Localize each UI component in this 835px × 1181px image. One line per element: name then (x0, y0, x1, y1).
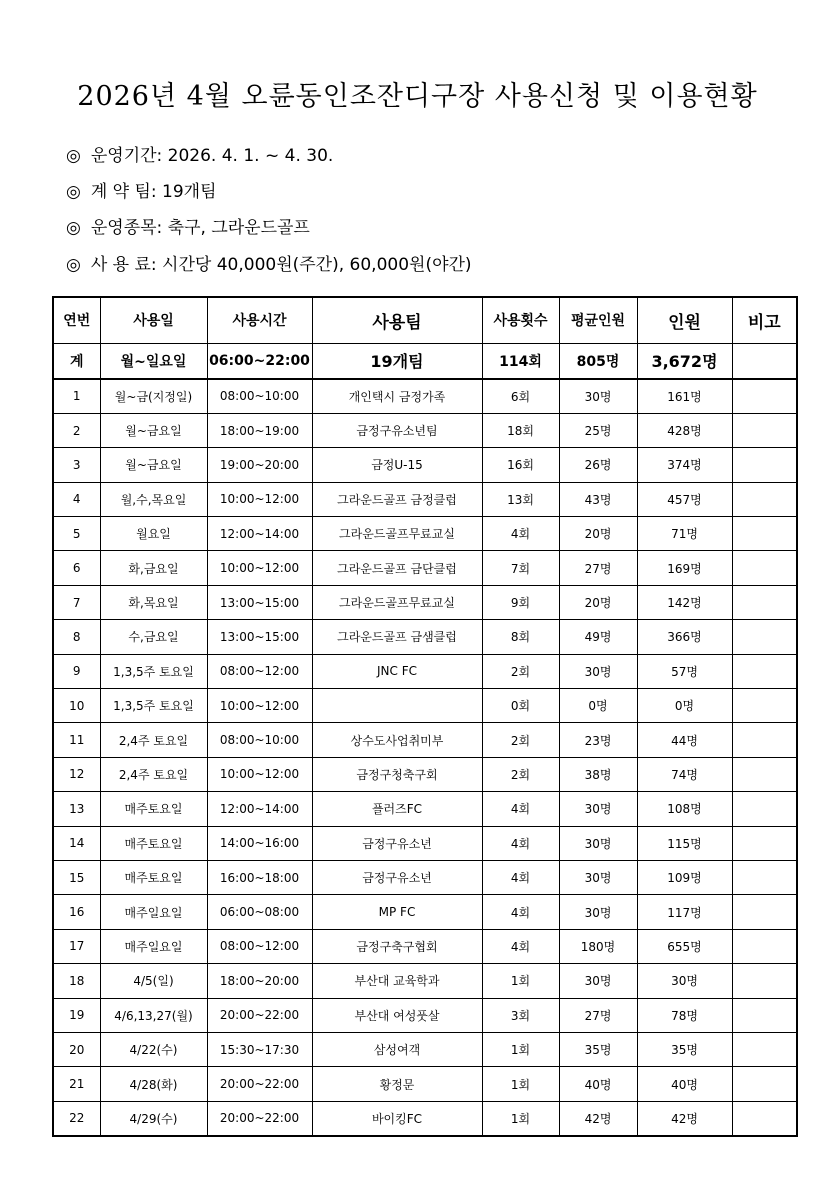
table-row (53, 1101, 797, 1135)
table-cell: 9 (53, 654, 100, 688)
table-cell: 금정구유소년 (312, 860, 482, 894)
table-cell: 그라운드골프 금단클럽 (312, 551, 482, 585)
table-cell: 6 (53, 551, 100, 585)
table-cell: 금정구유소년 (312, 826, 482, 860)
table-cell: 366명 (637, 620, 732, 654)
table-cell: 4 (53, 482, 100, 516)
table-cell: 월~금요일 (100, 448, 207, 482)
table-cell: 4회 (482, 860, 559, 894)
teams-text: 계 약 팀: 19개팀 (90, 182, 217, 202)
table-row (53, 964, 797, 998)
table-cell: 4회 (482, 792, 559, 826)
table-cell: 4회 (482, 826, 559, 860)
table-cell: 4/6,13,27(월) (100, 998, 207, 1032)
table-row (53, 998, 797, 1032)
header-cell: 비고 (732, 297, 797, 343)
usage-table (52, 296, 798, 1137)
table-cell: 1 (53, 379, 100, 413)
table-cell: 12:00~14:00 (207, 517, 312, 551)
table-cell: 27명 (559, 998, 637, 1032)
info-period (66, 141, 333, 166)
table-cell: 금정구축구협회 (312, 929, 482, 963)
table-cell: 8 (53, 620, 100, 654)
header-cell: 사용시간 (207, 297, 312, 343)
table-cell: 161명 (637, 379, 732, 413)
table-cell: 08:00~10:00 (207, 723, 312, 757)
table-cell (732, 379, 797, 413)
header-cell: 사용팀 (312, 297, 482, 343)
table-row (53, 826, 797, 860)
info-fee (66, 250, 472, 275)
table-cell: 금정구유소년팀 (312, 413, 482, 447)
table-cell: 30명 (637, 964, 732, 998)
table-cell (732, 826, 797, 860)
table-cell: 매주일요일 (100, 929, 207, 963)
table-cell (732, 551, 797, 585)
total-cell: 월~일요일 (100, 343, 207, 379)
table-cell: 27명 (559, 551, 637, 585)
table-cell (732, 929, 797, 963)
table-cell: 57명 (637, 654, 732, 688)
table-row (53, 482, 797, 516)
table-cell: 30명 (559, 860, 637, 894)
table-cell: 20명 (559, 517, 637, 551)
page-title: 2026년 4월 오륜동인조잔디구장 사용신청 및 이용현황 (77, 81, 758, 112)
sports-text: 운영종목: 축구, 그라운드골프 (90, 218, 310, 238)
table-cell: 374명 (637, 448, 732, 482)
table-cell: 117명 (637, 895, 732, 929)
table-cell: 1회 (482, 1101, 559, 1135)
table-cell: 그라운드골프 금샘클럽 (312, 620, 482, 654)
fee-text: 사 용 료: 시간당 40,000원(주간), 60,000원(야간) (90, 255, 472, 275)
table-cell (732, 413, 797, 447)
table-row (53, 413, 797, 447)
header-cell: 인원 (637, 297, 732, 343)
table-cell: 23명 (559, 723, 637, 757)
table-cell (732, 448, 797, 482)
table-cell (732, 757, 797, 791)
table-cell: 1회 (482, 1032, 559, 1066)
table-cell: 4/5(일) (100, 964, 207, 998)
table-cell: 19:00~20:00 (207, 448, 312, 482)
table-cell: 109명 (637, 860, 732, 894)
table-cell: 10:00~12:00 (207, 551, 312, 585)
table-cell: 12:00~14:00 (207, 792, 312, 826)
table-cell: 08:00~12:00 (207, 654, 312, 688)
table-cell: 삼성여객 (312, 1032, 482, 1066)
table-cell: 655명 (637, 929, 732, 963)
table-cell: 개인택시 금정가족 (312, 379, 482, 413)
table-cell: 74명 (637, 757, 732, 791)
table-cell: 0명 (559, 689, 637, 723)
table-cell: 14:00~16:00 (207, 826, 312, 860)
table-cell (732, 689, 797, 723)
table-cell: 18회 (482, 413, 559, 447)
table-cell: 1,3,5주 토요일 (100, 654, 207, 688)
table-cell: 142명 (637, 585, 732, 619)
table-cell (732, 654, 797, 688)
table-cell: 20명 (559, 585, 637, 619)
table-cell: 4회 (482, 895, 559, 929)
table-cell: 20 (53, 1032, 100, 1066)
table-cell: 15 (53, 860, 100, 894)
table-cell: 10:00~12:00 (207, 482, 312, 516)
header-cell: 연번 (53, 297, 100, 343)
table-row (53, 723, 797, 757)
table-cell: 43명 (559, 482, 637, 516)
table-cell (732, 964, 797, 998)
table-cell: 플러즈FC (312, 792, 482, 826)
total-cell: 805명 (559, 343, 637, 379)
table-cell: 7 (53, 585, 100, 619)
table-cell: 40명 (637, 1067, 732, 1101)
table-cell: 30명 (559, 826, 637, 860)
table-cell: 4/28(화) (100, 1067, 207, 1101)
table-row (53, 585, 797, 619)
table-cell: 15:30~17:30 (207, 1032, 312, 1066)
table-cell: 2 (53, 413, 100, 447)
table-cell: 그라운드골프 금정클럽 (312, 482, 482, 516)
table-cell (732, 620, 797, 654)
table-cell: 49명 (559, 620, 637, 654)
table-cell: 35명 (559, 1032, 637, 1066)
table-cell: 부산대 여성풋살 (312, 998, 482, 1032)
table-cell: 71명 (637, 517, 732, 551)
table-cell: 78명 (637, 998, 732, 1032)
table-cell (732, 723, 797, 757)
table-cell: 바이킹FC (312, 1101, 482, 1135)
table-cell: 13:00~15:00 (207, 585, 312, 619)
header-cell: 사용횟수 (482, 297, 559, 343)
table-cell: 35명 (637, 1032, 732, 1066)
table-cell: 21 (53, 1067, 100, 1101)
table-cell: 42명 (637, 1101, 732, 1135)
table-cell: 9회 (482, 585, 559, 619)
table-cell: 황정문 (312, 1067, 482, 1101)
table-cell: 매주토요일 (100, 792, 207, 826)
info-sports (66, 213, 310, 238)
bullet-mark-icon: ◎ (66, 218, 81, 238)
table-row (53, 860, 797, 894)
table-cell: 30명 (559, 379, 637, 413)
table-cell: 19 (53, 998, 100, 1032)
table-cell: 2,4주 토요일 (100, 723, 207, 757)
table-row (53, 792, 797, 826)
info-teams (66, 177, 217, 202)
table-cell: 월~금(지정일) (100, 379, 207, 413)
table-cell: 4회 (482, 517, 559, 551)
table-cell: 화,목요일 (100, 585, 207, 619)
table-cell (732, 895, 797, 929)
table-cell: 17 (53, 929, 100, 963)
table-cell: 매주토요일 (100, 826, 207, 860)
table-cell: 1,3,5주 토요일 (100, 689, 207, 723)
table-row (53, 551, 797, 585)
table-cell: 16 (53, 895, 100, 929)
table-cell: 40명 (559, 1067, 637, 1101)
table-cell: 30명 (559, 895, 637, 929)
table-row (53, 689, 797, 723)
table-cell: 06:00~08:00 (207, 895, 312, 929)
table-cell (732, 792, 797, 826)
table-cell (732, 998, 797, 1032)
table-cell: 13:00~15:00 (207, 620, 312, 654)
table-cell: 16:00~18:00 (207, 860, 312, 894)
table-row (53, 517, 797, 551)
table-cell (732, 482, 797, 516)
table-cell: 16회 (482, 448, 559, 482)
table-cell: 26명 (559, 448, 637, 482)
table-cell: 금정U-15 (312, 448, 482, 482)
table-cell: 3회 (482, 998, 559, 1032)
table-row (53, 1032, 797, 1066)
table-cell (732, 1067, 797, 1101)
bullet-mark-icon: ◎ (66, 146, 81, 166)
total-cell: 계 (53, 343, 100, 379)
table-cell (312, 689, 482, 723)
table-cell (732, 1101, 797, 1135)
table-cell: 30명 (559, 654, 637, 688)
table-row (53, 1067, 797, 1101)
table-cell: 44명 (637, 723, 732, 757)
table-cell: 화,금요일 (100, 551, 207, 585)
table-cell (732, 585, 797, 619)
total-cell: 3,672명 (637, 343, 732, 379)
table-cell: 22 (53, 1101, 100, 1135)
table-cell: 월,수,목요일 (100, 482, 207, 516)
table-cell: 4/22(수) (100, 1032, 207, 1066)
table-cell: 169명 (637, 551, 732, 585)
table-cell (732, 860, 797, 894)
table-cell: 월요일 (100, 517, 207, 551)
table-cell: 매주일요일 (100, 895, 207, 929)
table-cell: 그라운드골프무료교실 (312, 585, 482, 619)
table-cell: 금정구청축구회 (312, 757, 482, 791)
table-cell: 4회 (482, 929, 559, 963)
table-cell: 그라운드골프무료교실 (312, 517, 482, 551)
table-cell: 428명 (637, 413, 732, 447)
total-cell: 19개팀 (312, 343, 482, 379)
table-cell: 월~금요일 (100, 413, 207, 447)
table-cell: 38명 (559, 757, 637, 791)
table-cell: 상수도사업취미부 (312, 723, 482, 757)
bullet-mark-icon: ◎ (66, 255, 81, 275)
table-cell: 115명 (637, 826, 732, 860)
table-cell (732, 517, 797, 551)
table-cell: 12 (53, 757, 100, 791)
header-cell: 사용일 (100, 297, 207, 343)
table-cell: 5 (53, 517, 100, 551)
table-cell: 2회 (482, 654, 559, 688)
table-cell: 0명 (637, 689, 732, 723)
table-cell: 180명 (559, 929, 637, 963)
table-row (53, 448, 797, 482)
table-cell: 4/29(수) (100, 1101, 207, 1135)
table-cell: 3 (53, 448, 100, 482)
table-cell: 2회 (482, 723, 559, 757)
table-cell: 2회 (482, 757, 559, 791)
table-cell: 18 (53, 964, 100, 998)
table-cell: 14 (53, 826, 100, 860)
bullet-mark-icon: ◎ (66, 182, 81, 202)
table-cell: 1회 (482, 964, 559, 998)
total-cell (732, 343, 797, 379)
total-cell: 06:00~22:00 (207, 343, 312, 379)
table-row (53, 895, 797, 929)
table-cell (732, 1032, 797, 1066)
table-cell: 8회 (482, 620, 559, 654)
table-header-row (53, 297, 797, 343)
table-cell: 20:00~22:00 (207, 998, 312, 1032)
table-cell: 10:00~12:00 (207, 689, 312, 723)
table-cell: 매주토요일 (100, 860, 207, 894)
table-cell: 457명 (637, 482, 732, 516)
table-cell: JNC FC (312, 654, 482, 688)
table-cell: 0회 (482, 689, 559, 723)
table-cell: MP FC (312, 895, 482, 929)
table-row (53, 757, 797, 791)
table-cell: 108명 (637, 792, 732, 826)
table-cell: 6회 (482, 379, 559, 413)
table-cell: 2,4주 토요일 (100, 757, 207, 791)
table-cell: 7회 (482, 551, 559, 585)
table-row (53, 620, 797, 654)
table-cell: 42명 (559, 1101, 637, 1135)
table-cell: 10:00~12:00 (207, 757, 312, 791)
table-cell: 10 (53, 689, 100, 723)
total-cell: 114회 (482, 343, 559, 379)
table-cell: 13 (53, 792, 100, 826)
table-cell: 부산대 교육학과 (312, 964, 482, 998)
table-cell: 11 (53, 723, 100, 757)
table-cell: 13회 (482, 482, 559, 516)
table-row (53, 929, 797, 963)
table-row (53, 654, 797, 688)
period-text: 운영기간: 2026. 4. 1. ~ 4. 30. (90, 146, 334, 166)
table-cell: 30명 (559, 964, 637, 998)
table-cell: 08:00~10:00 (207, 379, 312, 413)
table-cell: 20:00~22:00 (207, 1067, 312, 1101)
table-cell: 수,금요일 (100, 620, 207, 654)
table-cell: 30명 (559, 792, 637, 826)
table-row (53, 379, 797, 413)
header-cell: 평균인원 (559, 297, 637, 343)
table-cell: 25명 (559, 413, 637, 447)
table-cell: 20:00~22:00 (207, 1101, 312, 1135)
total-row (53, 343, 797, 379)
table-cell: 18:00~19:00 (207, 413, 312, 447)
table-cell: 1회 (482, 1067, 559, 1101)
table-cell: 18:00~20:00 (207, 964, 312, 998)
table-cell: 08:00~12:00 (207, 929, 312, 963)
